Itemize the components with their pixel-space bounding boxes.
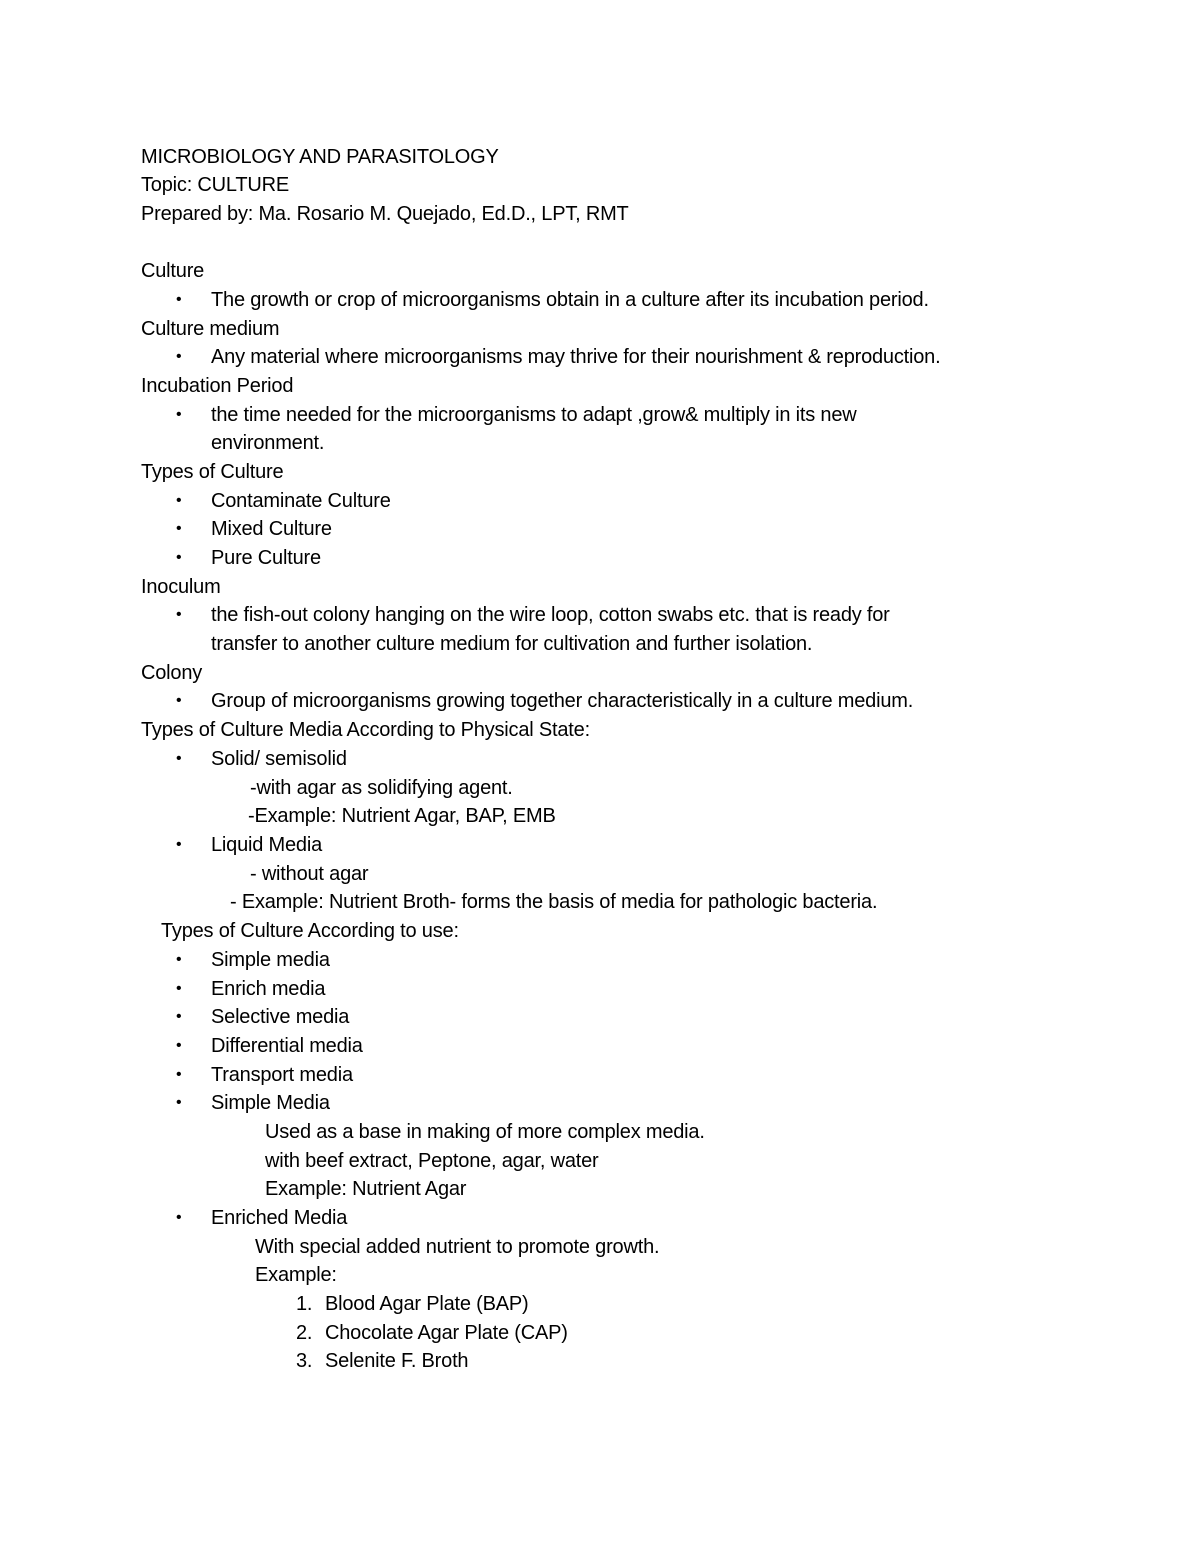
topic-line: Topic: CULTURE <box>141 174 289 196</box>
definition-culture: The growth or crop of microorganisms obtain in a culture after its incubation period. <box>211 289 929 311</box>
definition-colony: Group of microorganisms growing together characteristically in a culture medium. <box>211 690 914 712</box>
definition-inoculum-line2: transfer to another culture medium for cultivation and further isolation. <box>211 633 813 655</box>
definition-incubation-line1: the time needed for the microorganisms to adapt ,grow& multiply in its new <box>211 404 857 426</box>
enriched-media-line2: Example: <box>255 1264 337 1286</box>
bullet-icon: • <box>176 291 182 308</box>
label-liquid-media: Liquid Media <box>211 834 323 856</box>
bullet-icon: • <box>176 1209 182 1226</box>
list-item: Pure Culture <box>211 547 321 569</box>
bullet-icon: • <box>176 1066 182 1083</box>
bullet-icon: • <box>176 951 182 968</box>
definition-culture-medium: Any material where microorganisms may thrive for their nourishment & reproduction. <box>211 346 941 368</box>
bullet-icon: • <box>176 836 182 853</box>
list-item: Enrich media <box>211 978 326 1000</box>
term-inoculum: Inoculum <box>141 576 221 598</box>
list-item: Transport media <box>211 1064 353 1086</box>
bullet-icon: • <box>176 549 182 566</box>
bullet-icon: • <box>176 692 182 709</box>
bullet-icon: • <box>176 520 182 537</box>
simple-media-line1: Used as a base in making of more complex media. <box>265 1121 705 1143</box>
list-item: Selenite F. Broth <box>325 1350 469 1372</box>
list-item: Mixed Culture <box>211 518 332 540</box>
course-title: MICROBIOLOGY AND PARASITOLOGY <box>141 146 499 168</box>
list-item: Contaminate Culture <box>211 490 391 512</box>
prepared-by-line: Prepared by: Ma. Rosario M. Quejado, Ed.D., LPT, RMT <box>141 203 629 225</box>
list-number: 2. <box>296 1322 313 1344</box>
label-simple-media: Simple Media <box>211 1092 330 1114</box>
list-item: Chocolate Agar Plate (CAP) <box>325 1322 568 1344</box>
heading-physical-state: Types of Culture Media According to Physical State: <box>141 719 590 741</box>
bullet-icon: • <box>176 606 182 623</box>
definition-incubation-line2: environment. <box>211 432 325 454</box>
bullet-icon: • <box>176 1094 182 1111</box>
solid-detail-line1: -with agar as solidifying agent. <box>250 777 513 799</box>
bullet-icon: • <box>176 492 182 509</box>
simple-media-line2: with beef extract, Peptone, agar, water <box>265 1150 599 1172</box>
simple-media-line3: Example: Nutrient Agar <box>265 1178 467 1200</box>
liquid-detail-line1: - without agar <box>250 863 369 885</box>
term-colony: Colony <box>141 662 203 684</box>
label-solid-semisolid: Solid/ semisolid <box>211 748 347 770</box>
term-types-of-culture: Types of Culture <box>141 461 284 483</box>
solid-detail-line2: -Example: Nutrient Agar, BAP, EMB <box>248 805 556 827</box>
list-item: Differential media <box>211 1035 363 1057</box>
bullet-icon: • <box>176 980 182 997</box>
bullet-icon: • <box>176 406 182 423</box>
term-incubation-period: Incubation Period <box>141 375 294 397</box>
list-item: Blood Agar Plate (BAP) <box>325 1293 529 1315</box>
bullet-icon: • <box>176 348 182 365</box>
list-number: 3. <box>296 1350 313 1372</box>
term-culture-medium: Culture medium <box>141 318 280 340</box>
definition-inoculum-line1: the fish-out colony hanging on the wire loop, cotton swabs etc. that is ready for <box>211 604 890 626</box>
list-item: Simple media <box>211 949 330 971</box>
bullet-icon: • <box>176 1008 182 1025</box>
bullet-icon: • <box>176 1037 182 1054</box>
term-culture: Culture <box>141 260 205 282</box>
enriched-media-line1: With special added nutrient to promote growth. <box>255 1236 660 1258</box>
heading-according-to-use: Types of Culture According to use: <box>161 920 459 942</box>
list-item: Selective media <box>211 1006 350 1028</box>
bullet-icon: • <box>176 750 182 767</box>
list-number: 1. <box>296 1293 313 1315</box>
label-enriched-media: Enriched Media <box>211 1207 348 1229</box>
liquid-detail-line2: - Example: Nutrient Broth- forms the basis of media for pathologic bacteria. <box>230 891 878 913</box>
